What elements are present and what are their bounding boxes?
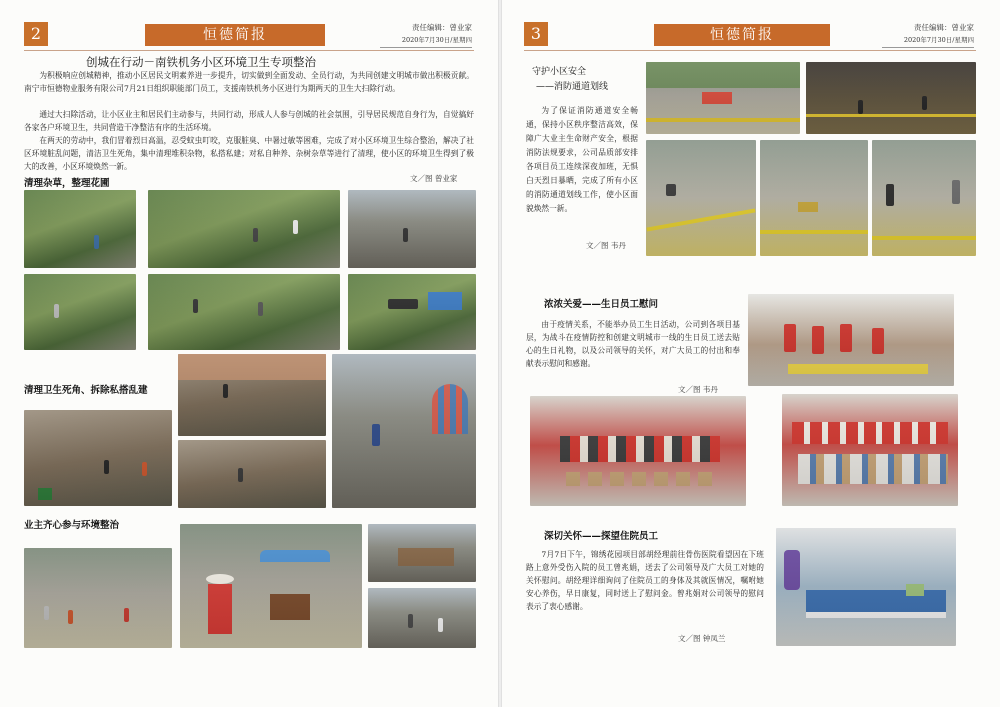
photo-firelane-3 <box>646 140 756 256</box>
story1-credit: 文／图 韦丹 <box>586 241 626 250</box>
photo-hospital-visit <box>776 528 956 646</box>
photo-firelane-4 <box>760 140 868 256</box>
photo-cleanup-4 <box>332 354 476 508</box>
header-rule <box>24 50 474 51</box>
header-rule <box>524 50 976 51</box>
date-line: 2020年7月30日/星期四 <box>380 34 472 48</box>
right-page <box>502 0 1000 707</box>
photo-firelane-2 <box>806 62 976 134</box>
photo-residents-4 <box>368 588 476 648</box>
page-number: 2 <box>24 22 48 46</box>
masthead: 恒德简报 <box>654 24 830 46</box>
article-paragraph-2: 通过大扫除活动，让小区业主和居民们主动参与，共同行动，形成人人参与创城的社会氛围，引导居民规范自身行为，自觉搞好各家各户环境卫生，共同营造干净整洁有序的生活环境。 <box>24 110 474 132</box>
photo-firelane-5 <box>872 140 976 256</box>
date-line: 2020年7月30日/星期四 <box>882 34 974 48</box>
editor-line: 责任编辑：曾业家 <box>412 23 472 32</box>
section-heading-residents: 业主齐心参与环境整治 <box>24 520 120 531</box>
section-heading-weeding: 清理杂草，整理花圃 <box>24 178 110 189</box>
page-number: 3 <box>524 22 548 46</box>
photo-cleanup-1 <box>24 410 172 506</box>
photo-weeding-5 <box>148 274 340 350</box>
issue-meta <box>380 22 472 48</box>
photo-birthday-3 <box>782 394 958 506</box>
story3-title: 深切关怀——探望住院员工 <box>544 531 659 542</box>
photo-weeding-2 <box>148 190 340 268</box>
photo-weeding-3 <box>348 190 476 268</box>
article-title: 创城在行动－南铁机务小区环境卫生专项整治 <box>86 55 316 69</box>
article-paragraph-1: 为积极响应创城精神，推动小区居民文明素养进一步提升，切实做到全面发动、全员行动，为共同创建文明城市做出积极贡献。南宁市恒德物业服务有限公司7月21日组织职能部门员工，支援南铁机务小区进行为期两天的卫生大扫除行动。 <box>24 71 474 93</box>
photo-residents-3 <box>368 524 476 582</box>
section-heading-cleanup: 清理卫生死角、拆除私搭乱建 <box>24 385 148 396</box>
masthead: 恒德简报 <box>145 24 325 46</box>
photo-cleanup-3 <box>178 440 326 508</box>
editor-line: 责任编辑：曾业家 <box>914 23 974 32</box>
photo-cleanup-2 <box>178 354 326 436</box>
issue-meta <box>882 22 974 48</box>
story3-credit: 文／图 钟凤兰 <box>678 634 726 643</box>
photo-residents-2 <box>180 524 362 648</box>
story1-title-line1: 守护小区安全 <box>532 67 587 77</box>
story1-title-line2: ——消防通道划线 <box>536 82 609 92</box>
article-paragraph-3: 在两天的劳动中，我们冒着烈日高温，忍受蚊虫叮咬，克服脏臭、中暑过敏等困难，完成了对小区环境卫生综合整治，解决了社区环境脏乱问题，清洁卫生死角，集中清理堆积杂物，私搭私建；对私自种养、杂树杂草等进行了清理，使小区的环境卫生得到了极大的改善，小区环境焕然一新。 <box>24 136 474 171</box>
story2-body: 由于疫情关系，不能举办员工生日活动，公司到各项目基层，为战斗在疫情防控和创建文明城市一线的生日员工送去贴心的生日礼物，以及公司领导的关怀，对广大员工的付出和奉献表示慰问和感谢。 <box>526 320 740 368</box>
story3-body: 7月7日下午，锦绣花园项目部胡经理前往骨伤医院看望因在下班路上意外受伤入院的员工曾兆娟，送去了公司领导及广大员工对她的关怀慰问。胡经理详细询问了住院员工的身体及其就医情况，嘱咐她安心养伤，早日康复，同时送上了慰问金。曾兆娟对公司领导的慰问表示了衷心感谢。 <box>526 550 764 611</box>
left-page <box>0 0 498 707</box>
photo-birthday-2 <box>530 396 746 506</box>
photo-birthday-1 <box>748 294 954 386</box>
article-credit: 文／图 曾业家 <box>410 174 458 183</box>
photo-weeding-4 <box>24 274 136 350</box>
photo-firelane-1 <box>646 62 800 134</box>
photo-weeding-1 <box>24 190 136 268</box>
story2-credit: 文／图 韦丹 <box>678 385 718 394</box>
photo-residents-1 <box>24 548 172 648</box>
photo-weeding-6 <box>348 274 476 350</box>
story2-title: 浓浓关爱——生日员工慰问 <box>544 299 659 310</box>
story1-body: 为了保证消防通道安全畅通，保持小区秩序整洁高效，保障广大业主生命财产安全，根据消防法规要求，公司品质部安排各项目员工连续深夜加班，无惧白天烈日暴晒，完成了所有小区的消防通道划线工作，使小区面貌焕然一新。 <box>526 106 638 213</box>
